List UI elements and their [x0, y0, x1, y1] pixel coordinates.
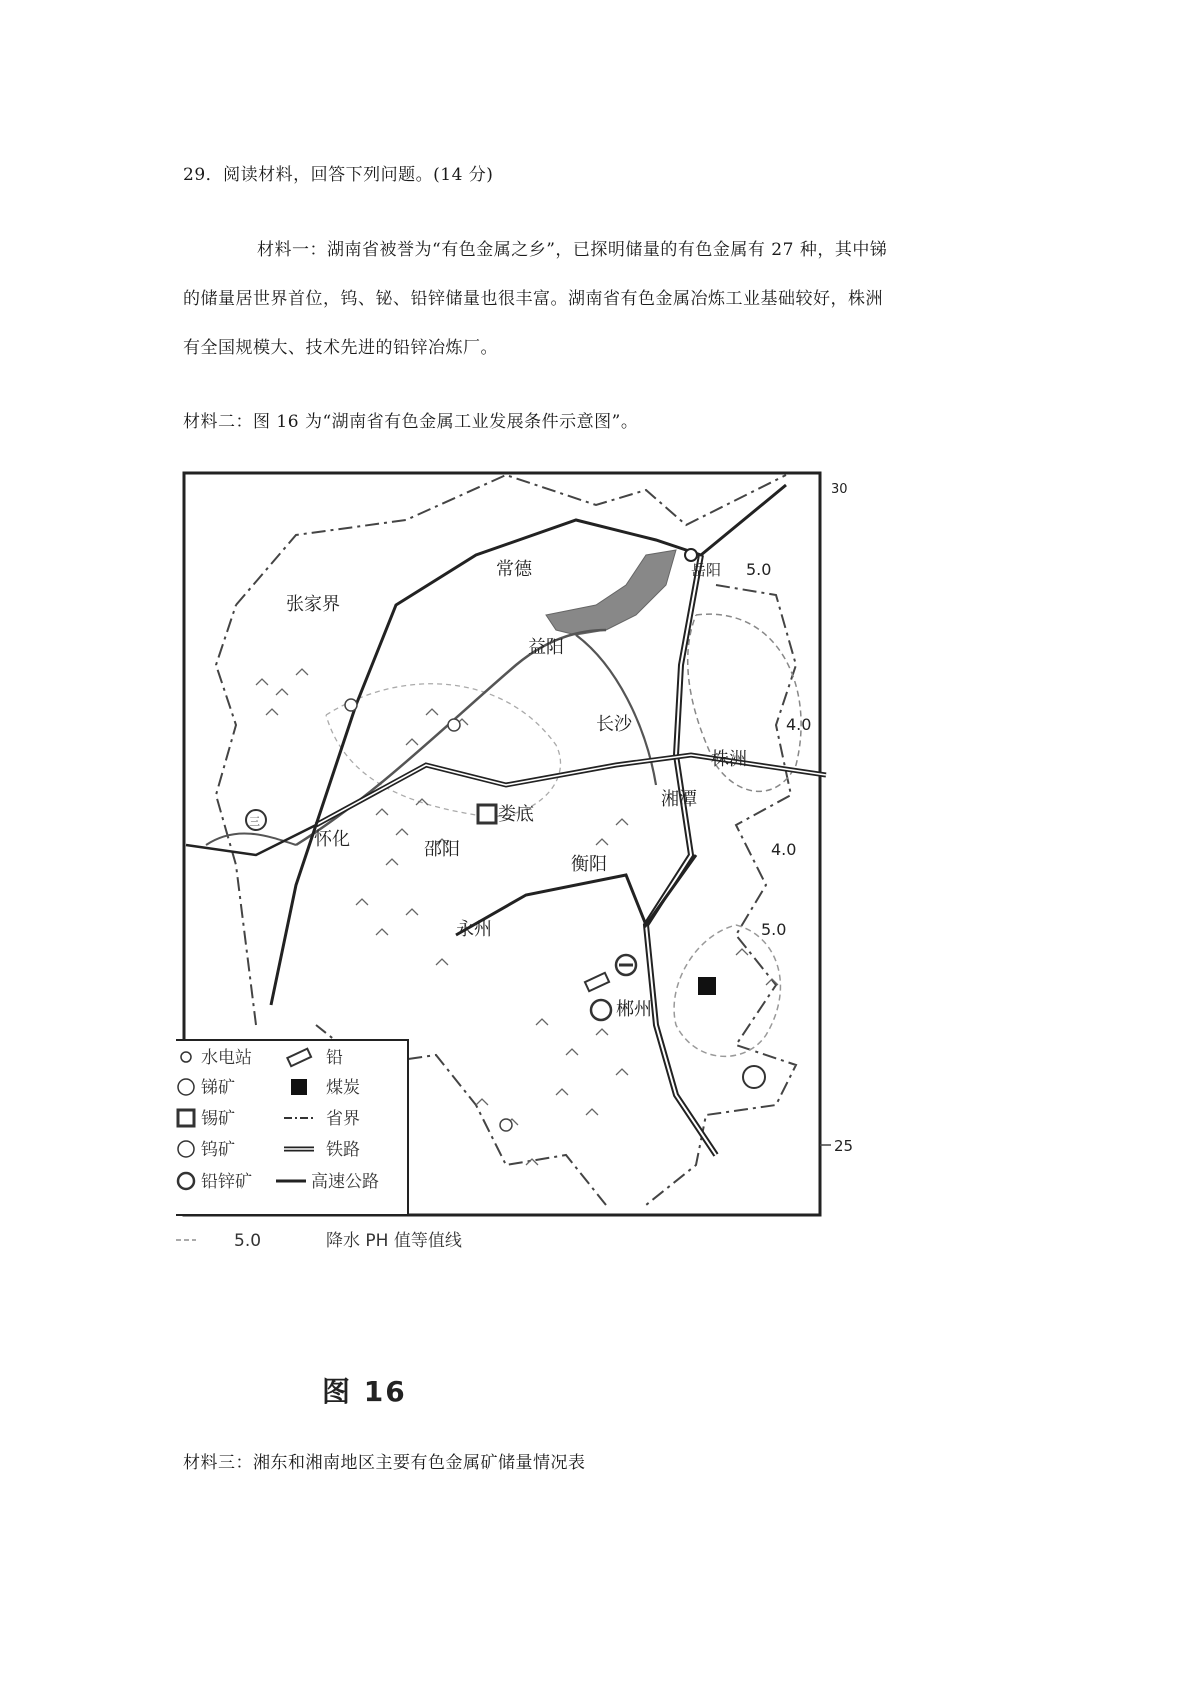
city-hengyang: 衡阳 [571, 854, 607, 875]
legend-tungsten: 钨矿 [201, 1140, 235, 1160]
legend-antimony: 锑矿 [201, 1078, 235, 1098]
city-yongzhou: 永州 [456, 919, 492, 940]
legend-hydro-icon [181, 1052, 191, 1062]
city-yiyang: 益阳 [528, 637, 564, 658]
city-changde: 常德 [496, 559, 532, 580]
city-huaihua: 怀化 [314, 829, 350, 850]
railway-jingguang-inner [646, 555, 716, 1155]
legend-tin-icon [178, 1110, 194, 1126]
question-title: 29．阅读材料，回答下列问题。(14 分) [183, 165, 494, 185]
hydro-station-2 [448, 719, 460, 731]
material2-text: 材料二：图 16 为“湖南省有色金属工业发展条件示意图”。 [183, 412, 639, 432]
city-loudi: 娄底 [498, 804, 534, 825]
isoline-central [326, 684, 561, 817]
river-west [206, 833, 296, 845]
isoline-south [674, 925, 780, 1056]
material1-line3: 有全国规模大、技术先进的铅锌冶炼厂。 [183, 338, 498, 358]
city-zhuzhou: 株洲 [711, 749, 747, 770]
isoline-value-3: 4.0 [771, 840, 797, 859]
antimony-mine-mark: 三 [249, 815, 260, 828]
legend-antimony-icon [178, 1079, 194, 1095]
tin-mine-symbol [478, 805, 496, 823]
city-chenzhou: 郴州 [616, 999, 652, 1020]
city-shaoyang: 邵阳 [424, 839, 460, 860]
figure-caption: 图 16 [322, 1375, 407, 1408]
isoline-value-4: 5.0 [761, 920, 787, 939]
legend-isoline-label: 降水 PH 值等值线 [326, 1231, 462, 1251]
lat-label-30: 30 [831, 482, 848, 497]
city-yueyang: 岳阳 [691, 561, 722, 579]
material1-line1: 材料一：湖南省被誉为“有色金属之乡”，已探明储量的有色金属有 27 种，其中锑 [257, 240, 888, 260]
city-xiangtan: 湘潭 [661, 789, 697, 810]
legend-coal: 煤炭 [326, 1078, 360, 1098]
hunan-map-figure [176, 465, 936, 1315]
yueyang-dot [685, 549, 697, 561]
legend-railway: 铁路 [326, 1140, 360, 1160]
hydro-station-1 [345, 699, 357, 711]
city-zhangjiajie: 张家界 [286, 594, 340, 615]
material3-text: 材料三：湘东和湘南地区主要有色金属矿储量情况表 [183, 1453, 586, 1473]
lat-label-25: 25 [834, 1137, 854, 1155]
railway-jingguang [646, 555, 716, 1155]
lead-symbol [585, 973, 609, 991]
legend-coal-icon [291, 1079, 307, 1095]
map-legend [176, 1040, 408, 1215]
hydro-station-3 [500, 1119, 512, 1131]
legend-isoline-value: 5.0 [234, 1231, 262, 1251]
isoline-value-2: 4.0 [786, 715, 812, 734]
legend-leadzinc-icon [178, 1173, 194, 1189]
legend-border: 省界 [326, 1109, 360, 1129]
legend-lead: 铅 [326, 1048, 343, 1068]
legend-hydro: 水电站 [201, 1048, 252, 1068]
leadzinc-mine-symbol-2 [591, 1000, 611, 1020]
dongting-lake [546, 550, 676, 635]
material1-line2: 的储量居世界首位，钨、铋、铅锌储量也很丰富。湖南省有色金属冶炼工业基础较好，株洲 [183, 289, 883, 309]
legend-leadzinc: 铅锌矿 [201, 1172, 252, 1192]
tungsten-mine-symbol [743, 1066, 765, 1088]
hunan-map [176, 465, 936, 1315]
legend-tin: 锡矿 [201, 1109, 235, 1129]
isoline-value-1: 5.0 [746, 560, 772, 579]
legend-highway: 高速公路 [311, 1172, 379, 1192]
coal-symbol [698, 977, 716, 995]
city-changsha: 长沙 [596, 714, 632, 735]
legend-tungsten-icon [178, 1141, 194, 1157]
